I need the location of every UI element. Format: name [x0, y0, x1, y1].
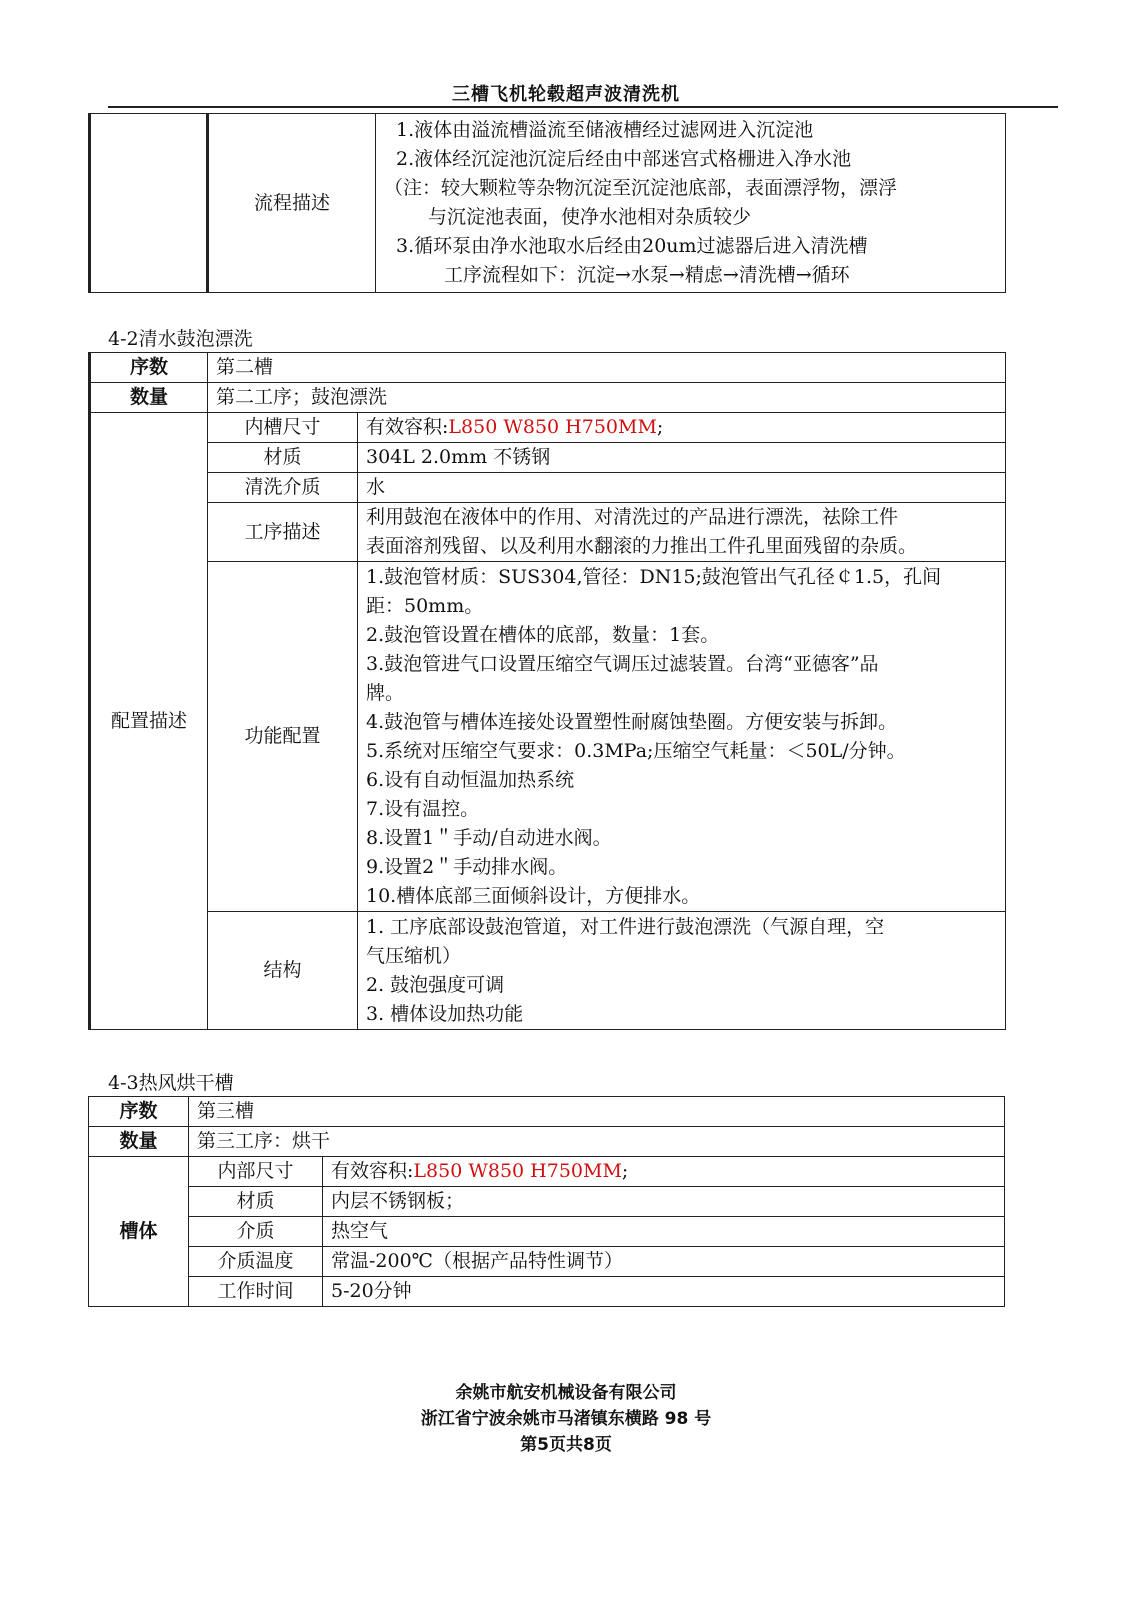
qty-value: 第三工序：烘干 — [189, 1127, 1005, 1157]
material-label: 材质 — [208, 443, 358, 473]
footer-company: 余姚市航安机械设备有限公司 — [455, 1383, 677, 1403]
material-value: 内层不锈钢板； — [323, 1187, 1005, 1217]
footer-page-number: 第5页共8页 — [520, 1435, 612, 1455]
temp-value: 常温-200℃（根据产品特性调节） — [323, 1247, 1005, 1277]
inner-size-suffix: ; — [621, 1160, 629, 1182]
footer-address: 浙江省宁波余姚市马渚镇东横路 98 号 — [420, 1409, 712, 1429]
process-line: 利用鼓泡在液体中的作用、对清洗过的产品进行漂洗，祛除工件 — [366, 506, 899, 528]
function-line: 8.设置1＂手动/自动进水阀。 — [366, 826, 612, 849]
seq-label: 序数 — [90, 353, 208, 383]
medium-value: 水 — [358, 473, 1006, 503]
section-title-4-2: 4-2清水鼓泡漂洗 — [108, 328, 253, 350]
flow-description-content — [376, 114, 1006, 293]
inner-size-prefix: 有效容积: — [366, 416, 449, 438]
time-value: 5-20分钟 — [323, 1277, 1005, 1307]
material-value: 304L 2.0mm 不锈钢 — [358, 443, 1006, 473]
header-rule — [108, 106, 1058, 108]
function-content — [358, 562, 1006, 912]
structure-line: 2. 鼓泡强度可调 — [366, 973, 505, 996]
medium-label: 清洗介质 — [208, 473, 358, 503]
structure-line: 1. 工序底部设鼓泡管道，对工件进行鼓泡漂洗（气源自理，空 — [366, 915, 885, 938]
table-dryer — [88, 1096, 1005, 1307]
seq-value: 第三槽 — [189, 1097, 1005, 1127]
function-line: 4.鼓泡管与槽体连接处设置塑性耐腐蚀垫圈。方便安装与拆卸。 — [366, 710, 898, 733]
section-title-4-3: 4-3热风烘干槽 — [108, 1072, 234, 1094]
flow-line: 2.液体经沉淀池沉淀后经由中部迷宫式格栅进入净水池 — [396, 148, 852, 170]
inner-size-label: 内槽尺寸 — [208, 413, 358, 443]
time-label: 工作时间 — [189, 1277, 323, 1307]
function-line: 2.鼓泡管设置在槽体的底部，数量：1套。 — [366, 623, 720, 646]
empty-cell — [90, 114, 208, 293]
function-line: 10.槽体底部三面倾斜设计，方便排水。 — [366, 884, 701, 907]
flow-line: 3.循环泵由净水池取水后经由20um过滤器后进入清洗槽 — [396, 235, 868, 257]
function-line: 6.设有自动恒温加热系统 — [366, 768, 575, 791]
page-header-title: 三槽飞机轮毂超声波清洗机 — [452, 84, 680, 105]
function-line: 3.鼓泡管进气口设置压缩空气调压过滤装置。台湾“亚德客”品 — [366, 652, 879, 675]
table-process-flow — [88, 113, 1006, 293]
qty-label: 数量 — [89, 1127, 189, 1157]
seq-label: 序数 — [89, 1097, 189, 1127]
flow-line: 工序流程如下：沉淀→水泵→精虑→清洗槽→循环 — [444, 264, 850, 286]
function-label: 功能配置 — [208, 562, 358, 912]
structure-content — [358, 912, 1006, 1030]
qty-label: 数量 — [90, 383, 208, 413]
qty-value: 第二工序；鼓泡漂洗 — [208, 383, 1006, 413]
flow-line: 1.液体由溢流槽溢流至储液槽经过滤网进入沉淀池 — [396, 119, 814, 141]
structure-line: 3. 槽体设加热功能 — [366, 1002, 524, 1025]
function-line: 9.设置2＂手动排水阀。 — [366, 855, 568, 878]
structure-line: 气压缩机） — [366, 944, 462, 967]
function-line: 牌。 — [366, 681, 405, 704]
inner-size-label: 内部尺寸 — [189, 1157, 323, 1187]
table-rinse — [88, 352, 1006, 1030]
body-label: 槽体 — [89, 1157, 189, 1307]
flow-line: 与沉淀池表面，使净水池相对杂质较少 — [428, 206, 752, 228]
temp-label: 介质温度 — [189, 1247, 323, 1277]
function-line: 5.系统对压缩空气要求：0.3MPa;压缩空气耗量：＜50L/分钟。 — [366, 739, 906, 762]
process-label: 工序描述 — [208, 503, 358, 562]
flow-line: （注：较大颗粒等杂物沉淀至沉淀池底部，表面漂浮物，漂浮 — [384, 177, 898, 199]
inner-size-value — [358, 413, 1006, 443]
config-label: 配置描述 — [90, 413, 208, 1030]
process-content — [358, 503, 1006, 562]
function-line: 7.设有温控。 — [366, 797, 480, 820]
inner-size-value — [323, 1157, 1005, 1187]
material-label: 材质 — [189, 1187, 323, 1217]
seq-value: 第二槽 — [208, 353, 1006, 383]
structure-label: 结构 — [208, 912, 358, 1030]
flow-description-label: 流程描述 — [208, 114, 376, 293]
function-line: 距：50mm。 — [366, 594, 484, 617]
inner-size-prefix: 有效容积: — [331, 1160, 414, 1182]
medium-label: 介质 — [189, 1217, 323, 1247]
process-line: 表面溶剂残留、以及利用水翻滚的力推出工件孔里面残留的杂质。 — [366, 535, 918, 557]
inner-size-dimensions: L850 W850 H750MM — [448, 416, 657, 438]
medium-value: 热空气 — [323, 1217, 1005, 1247]
function-line: 1.鼓泡管材质：SUS304,管径：DN15;鼓泡管出气孔径￠1.5，孔间 — [366, 565, 942, 588]
inner-size-suffix: ; — [656, 416, 664, 438]
inner-size-dimensions: L850 W850 H750MM — [413, 1160, 622, 1182]
